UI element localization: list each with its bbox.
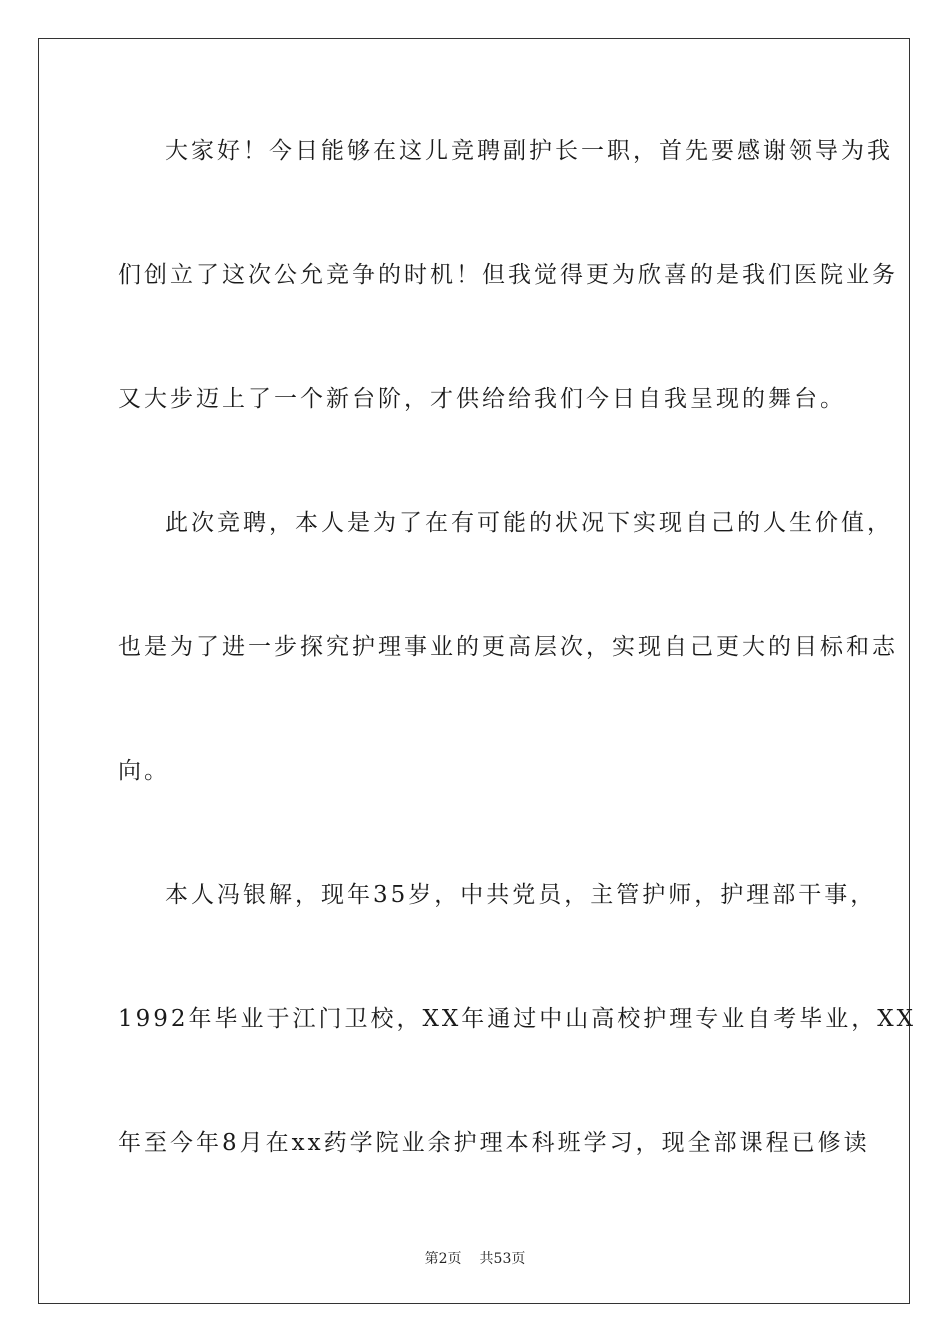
paragraph-1-line-1: 大家好！今日能够在这儿竞聘副护长一职，首先要感谢领导为我 [165, 138, 893, 164]
page-number-total: 共53页 [479, 1251, 526, 1267]
paragraph-2-line-1: 此次竞聘，本人是为了在有可能的状况下实现自己的人生价值， [165, 510, 893, 536]
page-number-current: 第2页 [424, 1251, 462, 1267]
paragraph-2-line-2: 也是为了进一步探究护理事业的更高层次，实现自己更大的目标和志 [118, 634, 898, 660]
page-border [38, 38, 917, 1304]
paragraph-3-line-3: 年至今年8月在xx药学院业余护理本科班学习，现全部课程已修读 [118, 1130, 870, 1156]
page-footer [0, 1248, 950, 1268]
paragraph-3-line-2: 1992年毕业于江门卫校，XX年通过中山高校护理专业自考毕业，XX [118, 1006, 917, 1032]
paragraph-1-line-3: 又大步迈上了一个新台阶，才供给给我们今日自我呈现的舞台。 [118, 386, 846, 412]
paragraph-3-line-1: 本人冯银解，现年35岁，中共党员，主管护师，护理部干事， [165, 882, 877, 908]
paragraph-1-line-2: 们创立了这次公允竞争的时机！但我觉得更为欣喜的是我们医院业务 [118, 262, 898, 288]
paragraph-2-line-3: 向。 [118, 758, 170, 784]
